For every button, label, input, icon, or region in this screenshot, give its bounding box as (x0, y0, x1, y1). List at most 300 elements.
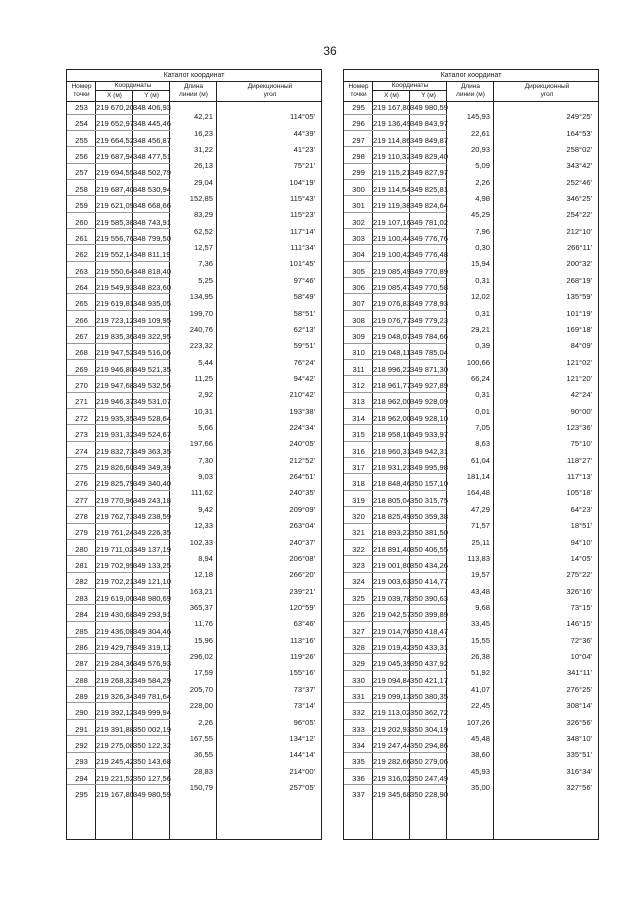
point-x: 219 664,52 (96, 135, 135, 145)
row-divider (344, 506, 447, 507)
point-number: 270 (75, 381, 88, 391)
point-x: 219 761,24 (96, 528, 135, 538)
point-x: 219 694,55 (96, 168, 135, 178)
point-y: 350 304,19 (410, 724, 449, 734)
row-divider (67, 523, 170, 524)
point-x: 219 947,68 (96, 381, 135, 391)
segment-length: 7,30 (198, 455, 213, 465)
row-divider (344, 179, 447, 180)
point-y: 350 362,72 (410, 708, 449, 718)
point-x: 219 652,97 (96, 119, 135, 129)
row-divider (67, 621, 170, 622)
point-number: 269 (75, 364, 88, 374)
point-x: 219 935,35 (96, 413, 135, 423)
point-x: 218 958,10 (373, 430, 412, 440)
row-divider (67, 195, 170, 196)
point-number: 295 (75, 790, 88, 800)
point-x: 218 996,22 (373, 364, 412, 374)
point-x: 219 326,34 (96, 691, 135, 701)
point-y: 349 849,87 (410, 135, 449, 145)
point-number: 313 (352, 397, 365, 407)
segment-angle: 96°05' (293, 717, 315, 727)
row-divider (344, 473, 447, 474)
row-divider (67, 768, 170, 769)
point-x: 219 107,16 (373, 217, 412, 227)
segment-length: 0,31 (475, 390, 490, 400)
segment-angle: 135°59' (566, 292, 592, 302)
segment-length: 0,30 (475, 243, 490, 253)
row-divider (344, 261, 447, 262)
point-number: 287 (75, 659, 88, 669)
point-y: 350 143,68 (133, 757, 172, 767)
segment-length: 134,95 (189, 292, 213, 302)
segment-length: 62,52 (193, 226, 213, 236)
point-x: 219 001,80 (373, 561, 412, 571)
point-x: 219 770,96 (96, 495, 135, 505)
point-x: 219 099,13 (373, 691, 412, 701)
point-x: 219 670,20 (96, 103, 135, 112)
point-x: 219 687,94 (96, 152, 135, 162)
segment-length: 41,07 (470, 684, 490, 694)
point-y: 348 477,51 (133, 152, 172, 162)
point-y: 349 995,98 (410, 462, 449, 472)
segment-length: 0,01 (475, 406, 490, 416)
point-number: 315 (352, 430, 365, 440)
point-number: 266 (75, 315, 88, 325)
point-y: 350 127,56 (133, 773, 172, 783)
segment-length: 12,18 (193, 570, 213, 580)
point-x: 219 100,44 (373, 233, 412, 243)
row-divider (67, 424, 170, 425)
row-divider (344, 392, 447, 393)
segment-length: 113,83 (467, 553, 490, 563)
point-y: 350 122,32 (133, 741, 172, 751)
point-y: 350 433,31 (410, 642, 449, 652)
segment-length: 35,00 (470, 782, 490, 792)
point-y: 349 770,89 (410, 266, 449, 276)
row-divider (67, 686, 170, 687)
point-y: 348 445,46 (133, 119, 172, 129)
point-x: 219 826,60 (96, 462, 135, 472)
point-x: 219 430,68 (96, 610, 135, 620)
segment-length: 205,70 (189, 684, 213, 694)
segment-angle: 111°34' (290, 243, 315, 253)
point-y: 348 406,93 (133, 103, 172, 112)
segment-angle: 212°52' (289, 455, 315, 465)
point-number: 322 (352, 544, 365, 554)
point-x: 219 048,11 (373, 348, 411, 358)
point-number: 253 (75, 103, 88, 112)
segment-length: 45,93 (470, 766, 490, 776)
row-divider (344, 293, 447, 294)
point-x: 219 268,32 (96, 675, 135, 685)
header-length: линии (м) (456, 91, 485, 98)
point-y: 350 228,90 (410, 790, 449, 800)
segment-length: 22,45 (470, 701, 490, 711)
point-y: 348 823,60 (133, 282, 172, 292)
point-x: 219 552,14 (96, 250, 135, 260)
point-x: 219 723,12 (96, 315, 135, 325)
segment-length: 12,33 (193, 521, 213, 531)
point-number: 332 (352, 708, 365, 718)
row-divider (67, 490, 170, 491)
point-y: 349 524,67 (133, 430, 172, 440)
segment-angle: 10°04' (570, 652, 592, 662)
point-x: 219 946,80 (96, 364, 135, 374)
segment-angle: 75°10' (570, 439, 592, 449)
row-divider (67, 244, 170, 245)
segment-angle: 240°05' (289, 439, 315, 449)
point-y: 349 770,58 (410, 282, 449, 292)
segment-angle: 346°25' (566, 193, 592, 203)
segment-length: 71,57 (470, 521, 490, 531)
segment-length: 240,76 (189, 324, 213, 334)
row-divider (67, 604, 170, 605)
row-divider (344, 343, 447, 344)
point-number: 311 (352, 364, 365, 374)
point-x: 219 113,02 (373, 708, 411, 718)
segment-angle: 94°42' (293, 373, 315, 383)
row-divider (67, 637, 170, 638)
segment-angle: 144°14' (289, 750, 315, 760)
segment-angle: 73°15' (570, 602, 592, 612)
point-y: 349 779,23 (410, 315, 449, 325)
segment-length: 5,25 (198, 275, 213, 285)
segment-length: 5,44 (198, 357, 213, 367)
segment-length: 11,76 (194, 619, 213, 629)
row-divider (67, 392, 170, 393)
point-number: 312 (352, 381, 365, 391)
point-number: 331 (352, 691, 365, 701)
segment-length: 19,57 (470, 570, 490, 580)
row-divider (67, 408, 170, 409)
segment-length: 28,83 (193, 766, 213, 776)
page-number: 36 (323, 44, 337, 58)
point-number: 309 (352, 332, 365, 342)
point-number: 306 (352, 282, 365, 292)
segment-length: 4,98 (475, 193, 490, 203)
header-y: Y (м) (421, 92, 436, 99)
segment-angle: 115°43' (289, 193, 315, 203)
point-number: 279 (75, 528, 88, 538)
point-y: 349 349,39 (133, 462, 172, 472)
point-y: 350 434,26 (410, 561, 449, 571)
segment-angle: 327°56' (566, 782, 592, 792)
segment-length: 152,85 (189, 193, 213, 203)
point-y: 349 776,76 (410, 233, 449, 243)
row-divider (344, 588, 447, 589)
row-divider (344, 555, 447, 556)
segment-angle: 62°13' (293, 324, 315, 334)
point-number: 274 (75, 446, 88, 456)
segment-angle: 113°16' (289, 635, 315, 645)
segment-angle: 97°46' (293, 275, 315, 285)
segment-angle: 308°14' (566, 701, 592, 711)
segment-angle: 254°22' (566, 210, 592, 220)
point-x: 219 282,66 (373, 757, 412, 767)
segment-length: 181,14 (466, 472, 490, 482)
segment-length: 43,48 (470, 586, 490, 596)
segment-angle: 101°45' (289, 259, 315, 269)
row-divider (67, 359, 170, 360)
segment-angle: 268°19' (566, 275, 592, 285)
segment-angle: 118°27' (566, 455, 592, 465)
point-number: 302 (352, 217, 365, 227)
point-y: 348 743,91 (133, 217, 172, 227)
point-x: 219 832,73 (96, 446, 135, 456)
point-x: 219 136,49 (373, 119, 412, 129)
segment-length: 45,29 (470, 210, 490, 220)
segment-length: 17,59 (193, 668, 213, 678)
segment-angle: 44°39' (293, 128, 315, 138)
segment-angle: 42°24' (570, 390, 592, 400)
segment-angle: 59°51' (293, 341, 315, 351)
segment-length: 12,02 (470, 292, 490, 302)
row-divider (67, 752, 170, 753)
header-y: Y (м) (144, 92, 159, 99)
point-number: 335 (352, 757, 365, 767)
segment-angle: 90°00' (570, 406, 592, 416)
point-number: 277 (75, 495, 88, 505)
segment-length: 11,25 (194, 373, 213, 383)
point-x: 219 119,38 (373, 201, 411, 211)
row-divider (67, 441, 170, 442)
point-number: 319 (352, 495, 365, 505)
point-number: 310 (352, 348, 365, 358)
point-y: 348 456,87 (133, 135, 172, 145)
point-x: 219 039,78 (373, 593, 412, 603)
point-x: 219 391,88 (96, 724, 135, 734)
row-divider (344, 310, 447, 311)
row-divider (344, 490, 447, 491)
coordinate-catalog-table-right (343, 69, 599, 840)
row-divider (67, 653, 170, 654)
point-x: 219 048,07 (373, 332, 412, 342)
header-x: X (м) (107, 92, 122, 99)
point-number: 289 (75, 691, 88, 701)
point-number: 275 (75, 462, 88, 472)
segment-length: 8,94 (198, 553, 213, 563)
point-number: 283 (75, 593, 88, 603)
point-number: 316 (352, 446, 365, 456)
point-x: 218 962,00 (373, 413, 412, 423)
segment-length: 199,70 (189, 308, 213, 318)
point-x: 218 960,31 (373, 446, 412, 456)
segment-length: 7,36 (198, 259, 213, 269)
segment-angle: 73°14' (293, 701, 315, 711)
segment-angle: 58°51' (293, 308, 315, 318)
segment-angle: 115°23' (289, 210, 315, 220)
segment-angle: 72°36' (570, 635, 592, 645)
point-number: 280 (75, 544, 88, 554)
point-y: 348 502,79 (133, 168, 172, 178)
point-y: 349 121,10 (133, 577, 172, 587)
header-angle: угол (263, 91, 277, 98)
point-x: 219 436,08 (96, 626, 135, 636)
point-number: 327 (352, 626, 365, 636)
point-number: 268 (75, 348, 88, 358)
point-number: 301 (352, 201, 365, 211)
point-x: 219 392,12 (96, 708, 135, 718)
row-divider (67, 702, 170, 703)
row-divider (67, 343, 170, 344)
point-y: 349 363,35 (133, 446, 172, 456)
segment-length: 145,93 (466, 112, 490, 122)
segment-angle: 263°04' (289, 521, 315, 531)
segment-angle: 341°11' (566, 668, 592, 678)
row-divider (67, 114, 170, 115)
point-number: 294 (75, 773, 88, 783)
point-number: 291 (75, 724, 88, 734)
segment-length: 365,37 (189, 602, 213, 612)
segment-length: 36,55 (193, 750, 213, 760)
segment-length: 197,66 (189, 439, 213, 449)
row-divider (67, 784, 170, 785)
point-number: 257 (75, 168, 88, 178)
row-divider (67, 457, 170, 458)
header-divider (344, 101, 598, 102)
point-y: 350 421,17 (410, 675, 449, 685)
point-y: 349 528,64 (133, 413, 172, 423)
point-number: 295 (352, 103, 365, 112)
point-y: 349 785,04 (410, 348, 449, 358)
segment-length: 51,92 (470, 668, 490, 678)
segment-length: 38,60 (470, 750, 490, 760)
point-y: 349 133,25 (133, 561, 172, 571)
row-divider (344, 670, 447, 671)
segment-length: 296,02 (189, 652, 213, 662)
point-y: 349 942,31 (410, 446, 449, 456)
segment-length: 228,00 (189, 701, 213, 711)
segment-angle: 64°23' (570, 504, 592, 514)
row-divider (344, 195, 447, 196)
point-number: 282 (75, 577, 88, 587)
row-divider (344, 212, 447, 213)
segment-length: 8,63 (475, 439, 490, 449)
segment-angle: 58°49' (293, 292, 315, 302)
point-y: 349 532,56 (133, 381, 172, 391)
point-number: 314 (352, 413, 365, 423)
point-x: 218 931,23 (373, 462, 412, 472)
segment-length: 29,04 (193, 177, 213, 187)
segment-angle: 209°09' (289, 504, 315, 514)
segment-length: 9,68 (475, 602, 490, 612)
segment-angle: 335°51' (566, 750, 592, 760)
point-y: 349 843,97 (410, 119, 449, 129)
segment-angle: 224°34' (289, 423, 315, 433)
point-x: 218 893,22 (373, 528, 412, 538)
point-x: 219 221,52 (96, 773, 135, 783)
segment-length: 102,33 (189, 537, 213, 547)
segment-angle: 117°13' (566, 472, 592, 482)
segment-angle: 212°10' (566, 226, 592, 236)
segment-length: 26,38 (470, 652, 490, 662)
point-y: 349 829,40 (410, 152, 449, 162)
row-divider (344, 114, 447, 115)
row-divider (67, 326, 170, 327)
segment-angle: 343°42' (566, 161, 592, 171)
segment-angle: 123°36' (566, 423, 592, 433)
point-number: 329 (352, 659, 365, 669)
coordinate-catalog-table-left (66, 69, 322, 840)
point-y: 349 784,66 (410, 332, 449, 342)
point-y: 349 531,07 (133, 397, 172, 407)
point-y: 348 818,40 (133, 266, 172, 276)
segment-length: 22,61 (470, 128, 490, 138)
point-y: 349 825,81 (410, 184, 449, 194)
point-x: 219 762,73 (96, 512, 135, 521)
catalog-title: Каталог координат (344, 70, 598, 82)
segment-length: 164,48 (466, 488, 490, 498)
row-divider (67, 670, 170, 671)
point-number: 264 (75, 282, 88, 292)
segment-angle: 210°42' (289, 390, 315, 400)
point-number: 320 (352, 512, 365, 521)
header-angle: угол (540, 91, 554, 98)
segment-angle: 146°15' (566, 619, 592, 629)
point-y: 349 137,19 (133, 544, 172, 554)
segment-angle: 206°08' (289, 553, 315, 563)
point-y: 350 390,63 (410, 593, 449, 603)
segment-angle: 117°14' (289, 226, 315, 236)
point-y: 349 776,48 (410, 250, 449, 260)
point-x: 219 556,76 (96, 233, 135, 243)
segment-angle: 101°19' (566, 308, 592, 318)
segment-length: 29,21 (470, 324, 490, 334)
point-y: 349 999,94 (133, 708, 172, 718)
point-number: 336 (352, 773, 365, 783)
point-x: 219 946,37 (96, 397, 135, 407)
point-x: 219 085,49 (373, 266, 412, 276)
point-x: 219 835,36 (96, 332, 135, 342)
row-divider (67, 179, 170, 180)
point-x: 219 114,54 (373, 184, 411, 194)
point-x: 219 045,39 (373, 659, 412, 669)
point-y: 349 293,91 (133, 610, 172, 620)
segment-angle: 266°11' (566, 243, 592, 253)
point-x: 218 848,46 (373, 479, 412, 489)
point-number: 272 (75, 413, 88, 423)
point-x: 219 702,99 (96, 561, 135, 571)
point-x: 219 345,68 (373, 790, 412, 800)
segment-angle: 105°18' (566, 488, 592, 498)
point-y: 348 935,05 (133, 299, 172, 309)
segment-angle: 252°46' (566, 177, 592, 187)
segment-angle: 164°53' (566, 128, 592, 138)
row-divider (344, 572, 447, 573)
point-number: 265 (75, 299, 88, 309)
point-x: 218 805,04 (373, 495, 412, 505)
row-divider (67, 261, 170, 262)
row-divider (67, 473, 170, 474)
row-divider (67, 310, 170, 311)
point-x: 219 621,09 (96, 201, 135, 211)
row-divider (344, 424, 447, 425)
point-x: 219 115,21 (373, 168, 411, 178)
row-divider (344, 326, 447, 327)
point-y: 349 521,35 (133, 364, 172, 374)
row-divider (344, 523, 447, 524)
point-y: 349 778,93 (410, 299, 449, 309)
segment-length: 47,29 (470, 504, 490, 514)
point-x: 219 167,80 (96, 790, 135, 800)
point-y: 350 381,50 (410, 528, 449, 538)
segment-length: 9,03 (198, 472, 213, 482)
segment-angle: 63°46' (293, 619, 315, 629)
point-y: 350 247,49 (410, 773, 449, 783)
segment-length: 2,92 (198, 390, 213, 400)
point-y: 349 243,18 (133, 495, 172, 505)
